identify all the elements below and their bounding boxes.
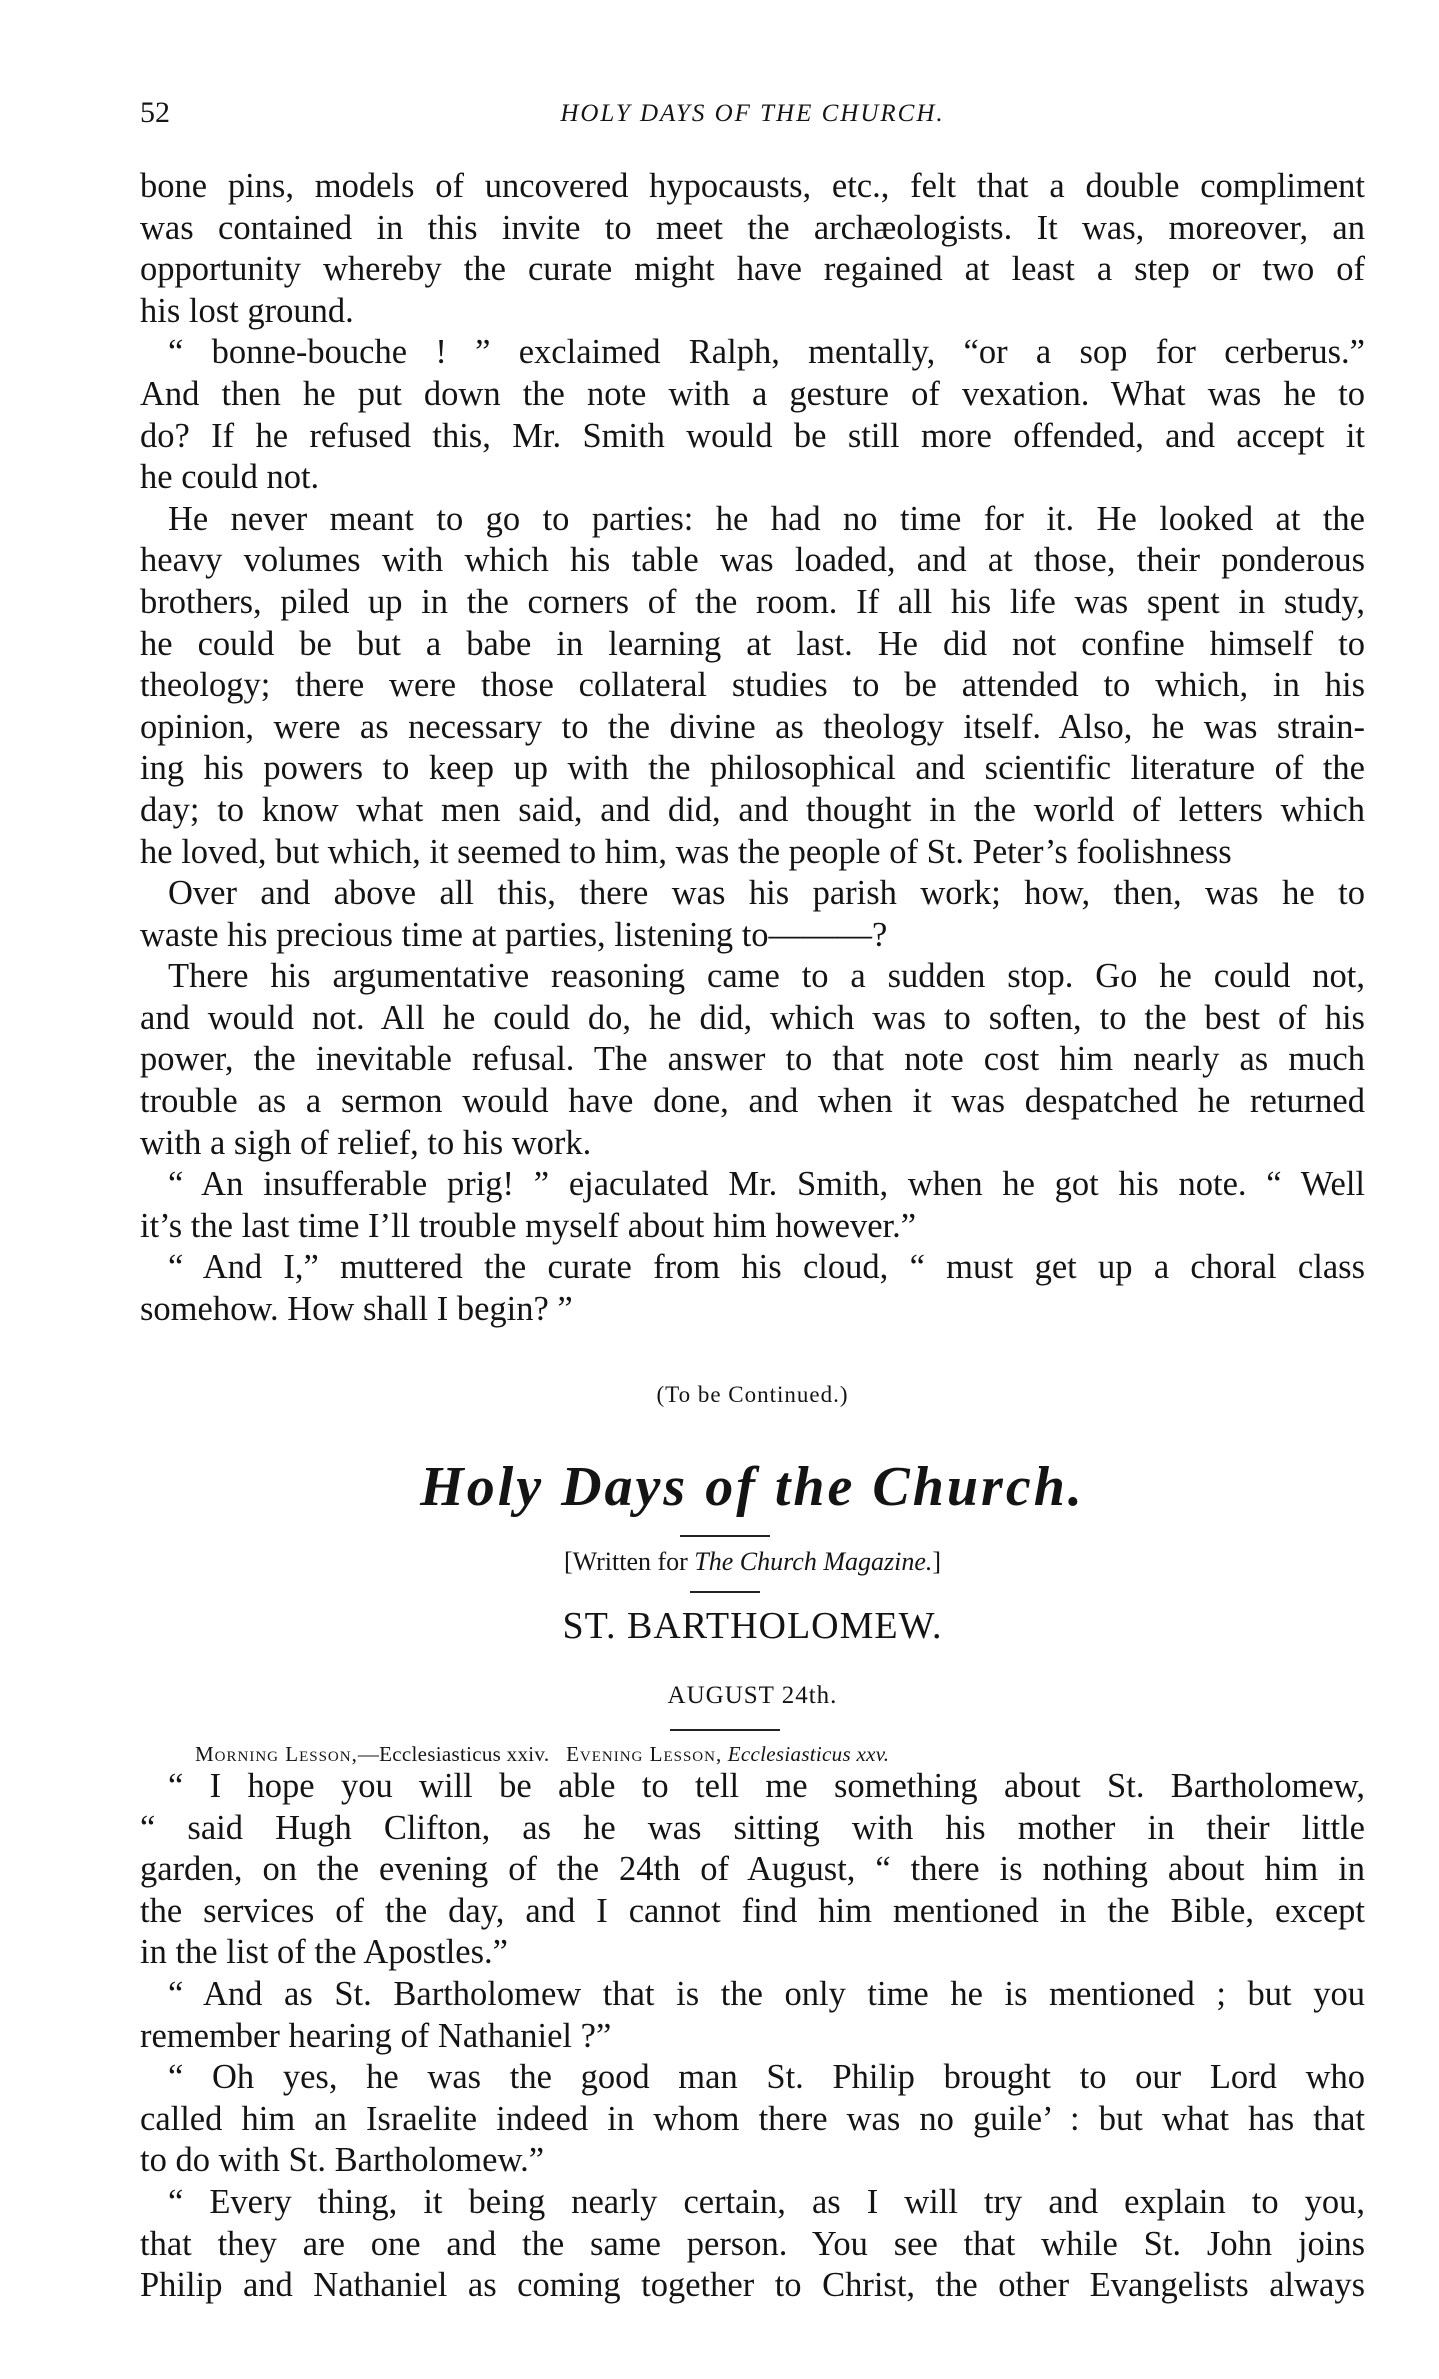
text-line: he could not. [140,458,320,497]
text-line: Over and above all this, there was his parish work; how, then, was he to [168,874,1365,913]
text-line: “ Oh yes, he was the good man St. Philip brought to our Lord who [168,2058,1365,2097]
morning-lesson-text: —Ecclesiasticus xxiv. [357,1742,550,1766]
text-line: garden, on the evening of the 24th of August, “ there is nothing about him in [140,1850,1365,1889]
article-paragraph [140,2182,1365,2307]
text-line: “ Every thing, it being nearly certain, as I will try and explain to you, [168,2182,1365,2221]
text-line: bone pins, models of uncovered hypocausts, etc., felt that a double compliment [140,167,1365,205]
text-line: opinion, were as necessary to the divine as theology itself. Also, he was strain- [140,707,1365,746]
text-line: theology; there were those collateral studies to be attended to which, in his [140,666,1365,705]
text-line: and would not. All he could do, he did, which was to soften, to the best of his [140,998,1365,1037]
text-line: “ I hope you will be able to tell me something about St. Bartholomew, [168,1767,1365,1805]
text-line: day; to know what men said, and did, and thought in the world of letters which [140,790,1365,829]
evening-lesson-label: Evening Lesson, [566,1742,723,1766]
saint-heading: ST. BARTHOLOMEW. [562,1605,943,1647]
page-number: 52 [140,96,170,129]
story-paragraph [140,499,1365,873]
written-for-suffix: ] [932,1547,942,1576]
text-line: heavy volumes with which his table was loaded, and at those, their ponderous [140,541,1365,580]
story-paragraph [140,873,1365,956]
text-line: “ An insufferable prig! ” ejaculated Mr. Smith, when he got his note. “ Well [168,1165,1365,1204]
subtitle-rule [690,1591,760,1593]
article-title: Holy Days of the Church. [420,1456,1085,1518]
text-line: remember hearing of Nathaniel ?” [140,2016,612,2055]
morning-lesson-label: Morning Lesson, [195,1742,358,1766]
title-rule [680,1535,770,1537]
story-paragraph [140,956,1365,1164]
text-line: do? If he refused this, Mr. Smith would be still more offended, and accept it [140,416,1365,455]
written-for-prefix: [Written for [563,1547,695,1576]
text-line: Philip and Nathaniel as coming together to Christ, the other Evangelists always [140,2266,1365,2305]
text-line: with a sigh of relief, to his work. [140,1123,592,1162]
story-paragraph [140,1247,1365,1330]
text-line: his lost ground. [140,291,354,330]
text-line: brothers, piled up in the corners of the room. If all his life was spent in study, [140,582,1365,621]
text-line: he loved, but which, it seemed to him, was the people of St. Peter’s foolishness [140,832,1232,871]
text-line: power, the inevitable refusal. The answer to that note cost him nearly as much [140,1040,1365,1079]
text-line: somehow. How shall I begin? ” [140,1290,573,1329]
text-line: “ bonne-bouche ! ” exclaimed Ralph, mentally, “or a sop for cerberus.” [168,333,1365,372]
text-line: called him an Israelite indeed in whom there was no guile’ : but what has that [140,2099,1365,2138]
article-text [140,1766,1365,2307]
text-line: ing his powers to keep up with the philosophical and scientific literature of the [140,749,1365,788]
text-line: He never meant to go to parties: he had no time for it. He looked at the [168,499,1365,538]
feast-date: AUGUST 24th. [667,1682,838,1709]
text-line: in the list of the Apostles.” [140,1933,508,1972]
text-line: was contained in this invite to meet the archæologists. It was, moreover, an [140,208,1365,247]
text-line: the services of the day, and I cannot find him mentioned in the Bible, except [140,1891,1365,1930]
article-paragraph [140,1766,1365,1974]
text-line: There his argumentative reasoning came to a sudden stop. Go he could not, [168,957,1365,996]
text-line: And then he put down the note with a gesture of vexation. What was he to [140,374,1365,413]
text-line: “ And I,” muttered the curate from his cloud, “ must get up a choral class [168,1248,1365,1287]
text-line: to do with St. Bartholomew.” [140,2141,545,2180]
running-title: HOLY DAYS OF THE CHURCH. [560,100,945,127]
article-paragraph [140,1974,1365,2057]
evening-lesson-text: Ecclesiasticus xxv. [727,1742,890,1766]
running-header [140,96,1365,136]
story-text [140,166,1365,1331]
text-line: “ And as St. Bartholomew that is the only time he is mentioned ; but you [168,1974,1365,2013]
text-line: he could be but a babe in learning at last. He did not confine himself to [140,624,1365,663]
date-rule [670,1729,780,1731]
text-line: it’s the last time I’ll trouble myself about him however.” [140,1206,917,1245]
story-paragraph [140,1164,1365,1247]
story-paragraph [140,166,1365,332]
text-line: that they are one and the same person. You see that while St. John joins [140,2224,1365,2263]
text-line: waste his precious time at parties, listening to———? [140,915,888,954]
written-for-note [140,1547,1365,1577]
article-paragraph [140,2057,1365,2182]
to-be-continued: (To be Continued.) [656,1382,849,1407]
text-line: opportunity whereby the curate might have regained at least a step or two of [140,250,1365,289]
text-line: trouble as a sermon would have done, and when it was despatched he returned [140,1082,1365,1121]
magazine-name: The Church Magazine. [694,1547,933,1576]
text-line: “ said Hugh Clifton, as he was sitting with his mother in their little [140,1808,1365,1847]
story-paragraph [140,332,1365,498]
lessons-line [195,1742,1335,1767]
